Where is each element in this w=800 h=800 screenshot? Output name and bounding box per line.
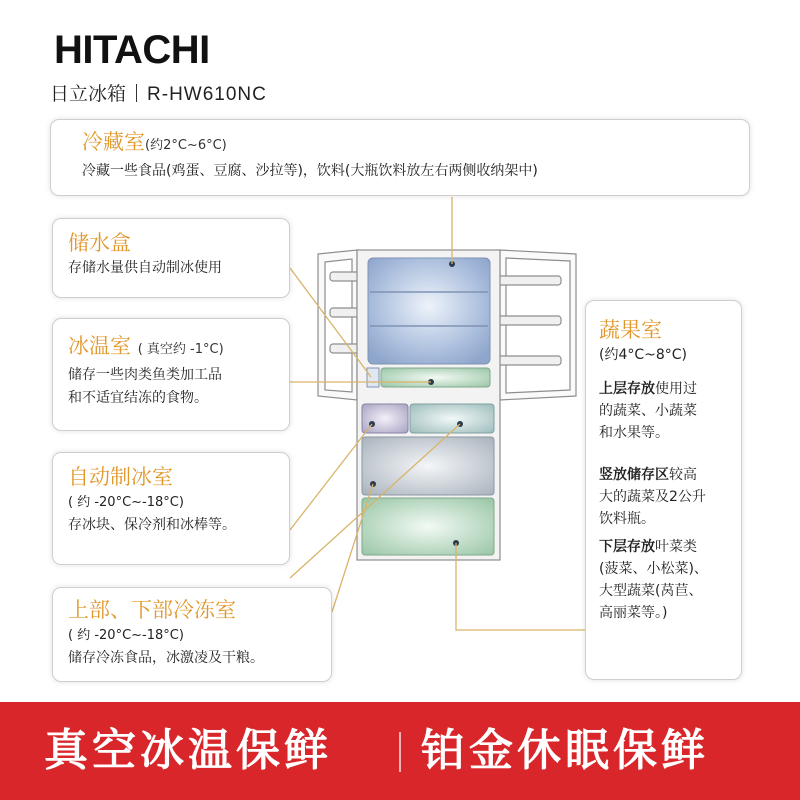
water-box xyxy=(367,368,379,387)
fridge-title-row xyxy=(82,128,749,160)
water-section-card xyxy=(52,218,290,298)
veg-lower-block xyxy=(599,536,741,624)
left-door xyxy=(318,250,360,400)
icemaker-title: 自动制冰室 xyxy=(68,465,173,489)
fridge-range: (约2°C~6°C) xyxy=(145,138,227,153)
veg-upper-block xyxy=(599,378,741,444)
veg-vert-bold: 竖放储存区 xyxy=(599,467,669,483)
icetemp-section-card xyxy=(52,318,290,431)
water-title: 储水盒 xyxy=(68,231,131,255)
veg-lower-4: 高丽菜等。) xyxy=(599,605,668,621)
feature-banner xyxy=(0,702,800,800)
water-desc: 存储水量供自动制冰使用 xyxy=(68,260,222,276)
upper-freezer-drawer xyxy=(410,404,494,433)
veg-lower-bold: 下层存放 xyxy=(599,539,655,555)
icetemp-desc-2: 和不适宜结冻的食物。 xyxy=(68,390,208,406)
lower-freezer-drawer xyxy=(362,437,494,495)
freezer-title: 上部、下部冷冻室 xyxy=(68,598,236,622)
veg-lower-2: (菠菜、小松菜)、 xyxy=(599,561,708,577)
veg-upper-3: 和水果等。 xyxy=(599,425,669,441)
right-door xyxy=(495,250,576,400)
icemaker-section-card xyxy=(52,452,290,565)
product-name: 日立冰箱 xyxy=(50,83,127,105)
veg-upper-2: 的蔬菜、小蔬菜 xyxy=(599,403,697,419)
icetemp-title: 冰温室 xyxy=(68,334,131,358)
veg-vert-1: 较高 xyxy=(669,467,697,483)
veg-range: (约4°C~8°C) xyxy=(599,347,688,363)
veg-title: 蔬果室 xyxy=(599,318,662,342)
banner-left-text: 真空冰温保鲜 xyxy=(44,725,332,776)
icetemp-title-row xyxy=(68,332,289,364)
fridge-section-card xyxy=(50,119,750,196)
fridge-desc: 冷藏一些食品(鸡蛋、豆腐、沙拉等)，饮料(大瓶饮料放左右两侧收纳架中) xyxy=(82,163,538,179)
veg-vertical-block xyxy=(599,464,741,530)
model-number: R-HW610NC xyxy=(147,84,267,105)
icetemp-desc-1: 储存一些肉类鱼类加工品 xyxy=(68,367,222,383)
fridge-compartment xyxy=(368,258,490,364)
veg-vert-3: 饮料瓶。 xyxy=(599,511,655,527)
veg-lower-1: 叶菜类 xyxy=(655,539,697,555)
veg-upper-bold: 上层存放 xyxy=(599,381,655,397)
vegetable-drawer xyxy=(362,498,494,555)
freezer-desc: 储存冷冻食品，冰激凌及干粮。 xyxy=(68,650,264,666)
veg-lower-3: 大型蔬菜(莴苣、 xyxy=(599,583,703,599)
icemaker-desc: 存冰块、保冷剂和冰棒等。 xyxy=(68,517,236,533)
icemaker-range: ( 约 -20°C~-18°C) xyxy=(68,495,184,510)
banner-right-text: 铂金休眠保鲜 xyxy=(421,725,709,776)
icetemp-range: ( 真空约 -1°C) xyxy=(137,342,224,357)
vegetable-section-card xyxy=(585,300,742,680)
freezer-section-card xyxy=(52,587,332,682)
fridge-title: 冷藏室 xyxy=(82,130,145,154)
freezer-range: ( 约 -20°C~-18°C) xyxy=(68,628,184,643)
banner-divider xyxy=(399,732,401,772)
veg-upper-1: 使用过 xyxy=(655,381,697,397)
icetemp-compartment xyxy=(381,368,490,387)
hitachi-logo: HITACHI xyxy=(54,28,210,72)
veg-vert-2: 大的蔬菜及2公升 xyxy=(599,489,706,505)
